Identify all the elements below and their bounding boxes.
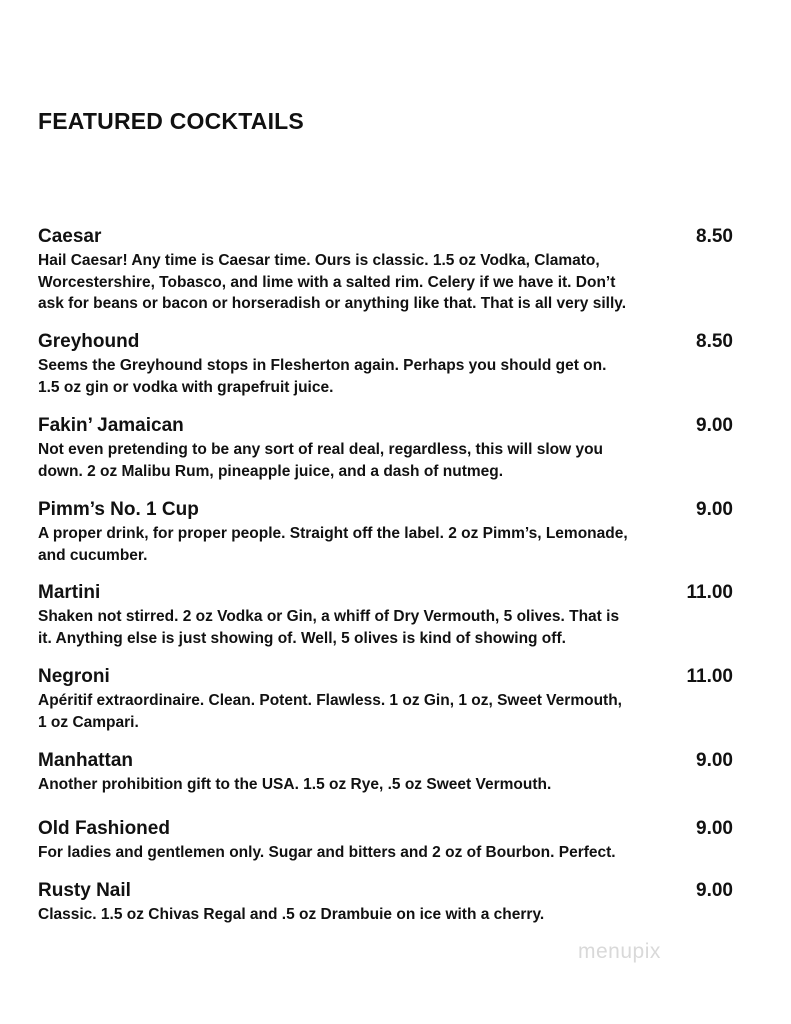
item-price: 9.00 <box>696 750 733 771</box>
item-description: Classic. 1.5 oz Chivas Regal and .5 oz Drambuie on ice with a cherry. <box>38 906 545 923</box>
menu-item-fakin-jamaican <box>38 415 733 482</box>
menu-item-manhattan <box>38 750 733 796</box>
item-description: Seems the Greyhound stops in Flesherton again. Perhaps you should get on. 1.5 oz gin or vodka with grapefruit juice. <box>38 357 607 396</box>
item-price: 9.00 <box>696 499 733 520</box>
item-price: 8.50 <box>696 226 733 247</box>
item-name: Manhattan <box>38 750 133 771</box>
item-price: 11.00 <box>686 582 733 603</box>
page-title: FEATURED COCKTAILS <box>38 108 304 134</box>
item-name: Fakin’ Jamaican <box>38 415 184 436</box>
item-description: A proper drink, for proper people. Straight off the label. 2 oz Pimm’s, Lemonade, and cucumber. <box>38 525 628 564</box>
item-name: Old Fashioned <box>38 818 170 839</box>
menu-item-pimms <box>38 499 733 566</box>
item-description: Apéritif extraordinaire. Clean. Potent. Flawless. 1 oz Gin, 1 oz, Sweet Vermouth, 1 oz Campari. <box>38 692 622 731</box>
item-price: 11.00 <box>686 666 733 687</box>
menu-item-old-fashioned <box>38 818 733 864</box>
item-name: Negroni <box>38 666 110 687</box>
menu-item-greyhound <box>38 331 733 398</box>
item-price: 8.50 <box>696 331 733 352</box>
item-name: Pimm’s No. 1 Cup <box>38 499 199 520</box>
item-name: Greyhound <box>38 331 140 352</box>
item-name: Rusty Nail <box>38 880 131 901</box>
item-price: 9.00 <box>696 415 733 436</box>
item-name: Caesar <box>38 226 102 247</box>
item-description: Another prohibition gift to the USA. 1.5 oz Rye, .5 oz Sweet Vermouth. <box>38 776 552 793</box>
item-description: Not even pretending to be any sort of real deal, regardless, this will slow you down. 2 oz Malibu Rum, pineapple juice, and a dash of nutmeg. <box>38 441 604 480</box>
menu-item-martini <box>38 582 733 649</box>
menu-item-rusty-nail <box>38 880 733 926</box>
watermark-text: menupix <box>578 940 661 963</box>
item-description: Shaken not stirred. 2 oz Vodka or Gin, a whiff of Dry Vermouth, 5 olives. That is it. Anything else is just showing of. Well, 5 olives is kind of showing off. <box>38 608 620 647</box>
menu-item-negroni <box>38 666 733 733</box>
item-price: 9.00 <box>696 818 733 839</box>
item-name: Martini <box>38 582 101 603</box>
menu-item-caesar <box>38 226 733 315</box>
item-description: For ladies and gentlemen only. Sugar and bitters and 2 oz of Bourbon. Perfect. <box>38 844 616 861</box>
item-description: Hail Caesar! Any time is Caesar time. Ours is classic. 1.5 oz Vodka, Clamato, Worcestershire, Tobasco, and lime with a salted rim. Celery if we have it. Don’t ask for beans or bacon or horseradish or anything like that. That is all very silly. <box>38 252 627 312</box>
item-price: 9.00 <box>696 880 733 901</box>
